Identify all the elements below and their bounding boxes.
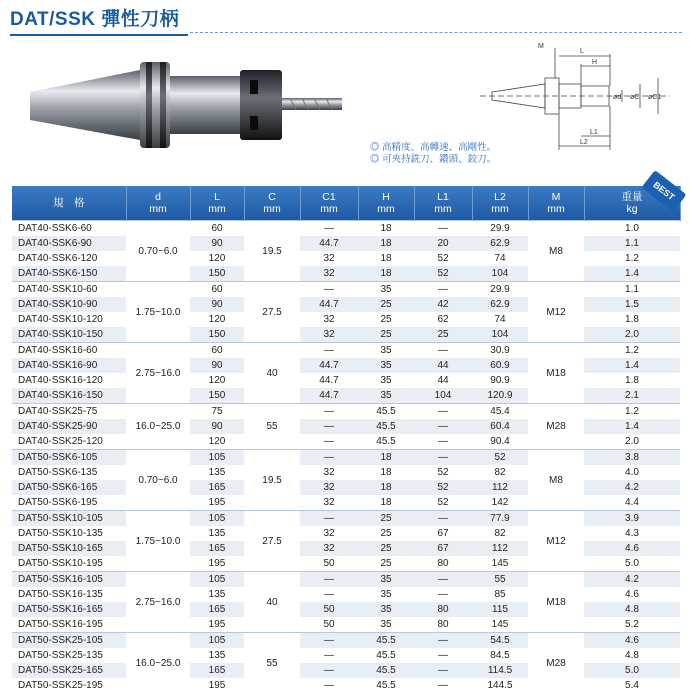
cell-C: 55 [244,633,300,694]
cell-weight: 5.0 [584,663,680,678]
cell-weight: 1.5 [584,297,680,312]
title-dashed-line [190,32,682,33]
cell-L: 120 [190,312,244,327]
cell-L1: 67 [414,541,472,556]
cell-M: M18 [528,572,584,633]
title-divider [10,34,188,36]
cell-C1: 32 [300,266,358,282]
cell-weight: 5.0 [584,556,680,572]
cell-weight: 1.4 [584,358,680,373]
cell-L: 150 [190,327,244,343]
cell-d: 0.70~6.0 [126,221,190,282]
cell-C1: 32 [300,480,358,495]
feature-note: ◎ 可夾持銑刀、鑽頭、鉸刀。 [370,154,496,166]
cell-spec: DAT50-SSK6-165 [12,480,126,495]
cell-L1: 62 [414,312,472,327]
cell-C1: — [300,434,358,450]
cell-C1: 44.7 [300,358,358,373]
cell-H: 35 [358,617,414,633]
cell-C: 40 [244,343,300,404]
cell-H: 18 [358,221,414,237]
cell-L: 60 [190,221,244,237]
table-header [12,186,680,221]
cell-L: 90 [190,358,244,373]
cell-L2: 55 [472,572,528,588]
cell-L1: — [414,434,472,450]
cell-L2: 90.9 [472,373,528,388]
cell-C1: 44.7 [300,297,358,312]
cell-L1: — [414,419,472,434]
cell-weight: 1.1 [584,282,680,298]
cell-weight: 3.9 [584,511,680,527]
cell-L1: — [414,221,472,237]
cell-weight: 3.8 [584,450,680,466]
cell-spec: DAT50-SSK25-165 [12,663,126,678]
cell-H: 35 [358,373,414,388]
cell-L: 150 [190,388,244,404]
cell-L2: 145 [472,617,528,633]
cell-weight: 1.8 [584,312,680,327]
feature-note: ◎ 高精度、高轉速、高剛性。 [370,142,496,154]
cell-d: 16.0~25.0 [126,633,190,694]
cell-d: 2.75~16.0 [126,343,190,404]
cell-M: M8 [528,221,584,282]
cell-spec: DAT40-SSK6-150 [12,266,126,282]
cell-weight: 4.8 [584,648,680,663]
cell-d: 0.70~6.0 [126,450,190,511]
cell-H: 45.5 [358,678,414,693]
cell-L: 195 [190,556,244,572]
cell-spec: DAT40-SSK16-120 [12,373,126,388]
cell-H: 45.5 [358,434,414,450]
column-header: 重量 kg BEST [584,186,680,221]
cell-L: 120 [190,434,244,450]
table-row [12,511,680,527]
cell-M: M12 [528,282,584,343]
cell-C1: — [300,343,358,359]
cell-C1: — [300,282,358,298]
table-row [12,282,680,298]
cell-L2: 85 [472,587,528,602]
cell-L2: 54.5 [472,633,528,649]
cell-L: 165 [190,541,244,556]
cell-weight: 1.8 [584,373,680,388]
cell-L2: 82 [472,465,528,480]
cell-L: 135 [190,587,244,602]
cell-spec: DAT50-SSK10-165 [12,541,126,556]
cell-L2: 112 [472,541,528,556]
cell-spec: DAT40-SSK10-90 [12,297,126,312]
cell-C1: 50 [300,602,358,617]
cell-spec: DAT40-SSK16-60 [12,343,126,359]
cell-H: 18 [358,480,414,495]
cell-L2: 29.9 [472,221,528,237]
cell-L1: 52 [414,251,472,266]
column-header: M mm [528,186,584,221]
cell-C: 27.5 [244,282,300,343]
cell-L1: 52 [414,465,472,480]
cell-C1: 32 [300,541,358,556]
cell-weight: 1.4 [584,266,680,282]
cell-L: 105 [190,450,244,466]
cell-spec: DAT40-SSK10-60 [12,282,126,298]
cell-L1: 25 [414,327,472,343]
cell-L2: 77.9 [472,511,528,527]
cell-H: 45.5 [358,633,414,649]
cell-L2: 84.5 [472,648,528,663]
label-C: øC [630,94,640,101]
cell-L: 135 [190,465,244,480]
cell-C1: 32 [300,312,358,327]
cell-L2: 30.9 [472,343,528,359]
cell-weight: 4.6 [584,633,680,649]
cell-H: 45.5 [358,648,414,663]
cell-spec: DAT50-SSK10-195 [12,556,126,572]
cell-L: 90 [190,236,244,251]
cell-C1: 32 [300,327,358,343]
cell-H: 18 [358,266,414,282]
cell-L: 90 [190,419,244,434]
cell-weight: 4.6 [584,587,680,602]
cell-spec: DAT40-SSK25-90 [12,419,126,434]
column-header: 規 格 [12,186,126,221]
cell-C1: — [300,404,358,420]
cell-L1: 20 [414,236,472,251]
cell-L2: 114.5 [472,663,528,678]
cell-weight: 4.3 [584,526,680,541]
cell-C1: 44.7 [300,388,358,404]
cell-L1: — [414,343,472,359]
cell-L2: 29.9 [472,282,528,298]
cell-C: 40 [244,572,300,633]
cell-C1: — [300,633,358,649]
cell-weight: 4.0 [584,465,680,480]
cell-L: 60 [190,343,244,359]
cell-L1: — [414,633,472,649]
cell-C1: — [300,587,358,602]
cell-L1: — [414,678,472,693]
label-L: L [580,48,584,55]
cell-spec: DAT50-SSK25-195 [12,678,126,693]
cell-L: 90 [190,297,244,312]
cell-H: 25 [358,327,414,343]
cell-L1: — [414,572,472,588]
label-C1: øC1 [648,94,662,101]
collet-nut [240,70,282,140]
cell-C: 27.5 [244,511,300,572]
cell-H: 35 [358,358,414,373]
table-row [12,633,680,649]
cell-L2: 52 [472,450,528,466]
holder-body [170,76,240,134]
cell-weight: 5.4 [584,678,680,693]
cell-weight: 1.2 [584,404,680,420]
table-row [12,221,680,237]
cell-L2: 62.9 [472,236,528,251]
table-row [12,450,680,466]
cell-H: 25 [358,541,414,556]
cell-L2: 45.4 [472,404,528,420]
cell-L: 105 [190,572,244,588]
cell-weight: 4.4 [584,495,680,511]
cell-L: 135 [190,526,244,541]
cell-spec: DAT40-SSK25-75 [12,404,126,420]
column-header: L mm [190,186,244,221]
cell-L2: 74 [472,251,528,266]
cell-L1: — [414,404,472,420]
cell-spec: DAT50-SSK6-105 [12,450,126,466]
cell-H: 18 [358,450,414,466]
cell-L2: 60.9 [472,358,528,373]
cell-H: 45.5 [358,663,414,678]
column-header: C mm [244,186,300,221]
cell-L: 75 [190,404,244,420]
cell-weight: 4.2 [584,572,680,588]
cell-L2: 120.9 [472,388,528,404]
cell-L1: — [414,450,472,466]
cell-L1: 42 [414,297,472,312]
cell-H: 35 [358,602,414,617]
best-badge: BEST [641,170,686,212]
cell-weight: 1.2 [584,343,680,359]
cell-M: M18 [528,343,584,404]
cell-L1: — [414,587,472,602]
label-L1: L1 [590,129,598,136]
cell-spec: DAT50-SSK10-105 [12,511,126,527]
cell-H: 18 [358,495,414,511]
cell-spec: DAT40-SSK10-120 [12,312,126,327]
cell-H: 45.5 [358,404,414,420]
cell-spec: DAT50-SSK16-165 [12,602,126,617]
cell-C: 19.5 [244,450,300,511]
cell-spec: DAT50-SSK16-195 [12,617,126,633]
cell-L: 195 [190,678,244,693]
product-illustration [10,40,682,185]
cell-L: 150 [190,266,244,282]
cell-L1: 52 [414,266,472,282]
cell-M: M12 [528,511,584,572]
label-H: H [592,59,598,66]
column-header: H mm [358,186,414,221]
cell-d: 16.0~25.0 [126,404,190,450]
cell-weight: 1.0 [584,221,680,237]
cell-C1: 44.7 [300,373,358,388]
cell-spec: DAT50-SSK25-135 [12,648,126,663]
cell-L2: 62.9 [472,297,528,312]
label-M: M [538,43,544,50]
cell-M: M28 [528,633,584,694]
cell-C1: 32 [300,465,358,480]
cell-d: 1.75~10.0 [126,511,190,572]
cell-C1: 50 [300,556,358,572]
cell-L: 165 [190,480,244,495]
cell-L2: 82 [472,526,528,541]
cell-C1: — [300,572,358,588]
cell-spec: DAT50-SSK16-105 [12,572,126,588]
cell-C1: — [300,663,358,678]
cell-H: 35 [358,572,414,588]
cell-L2: 115 [472,602,528,617]
cell-spec: DAT40-SSK6-90 [12,236,126,251]
cell-weight: 4.2 [584,480,680,495]
cell-C1: — [300,678,358,693]
cell-L2: 74 [472,312,528,327]
cell-weight: 4.8 [584,602,680,617]
cell-spec: DAT50-SSK6-195 [12,495,126,511]
cell-H: 18 [358,236,414,251]
cell-L: 195 [190,495,244,511]
cell-L: 165 [190,663,244,678]
cell-H: 25 [358,511,414,527]
cell-C1: 50 [300,617,358,633]
cell-L1: 52 [414,495,472,511]
cell-d: 2.75~16.0 [126,572,190,633]
cell-weight: 1.2 [584,251,680,266]
cell-L1: 80 [414,556,472,572]
cell-L1: 67 [414,526,472,541]
column-header: d mm [126,186,190,221]
cell-spec: DAT40-SSK10-150 [12,327,126,343]
cell-L1: 80 [414,602,472,617]
table-row [12,404,680,420]
cell-H: 45.5 [358,419,414,434]
cell-L: 120 [190,251,244,266]
cell-L: 120 [190,373,244,388]
cell-L: 135 [190,648,244,663]
cell-C1: — [300,648,358,663]
cell-L1: 80 [414,617,472,633]
cell-L: 60 [190,282,244,298]
cell-weight: 1.4 [584,419,680,434]
cell-spec: DAT50-SSK6-135 [12,465,126,480]
cell-C1: 32 [300,495,358,511]
cell-C1: — [300,419,358,434]
cell-weight: 1.1 [584,236,680,251]
cell-M: M8 [528,450,584,511]
cell-C: 19.5 [244,221,300,282]
dimension-drawing [480,48,670,150]
feature-notes [370,142,496,166]
cell-L2: 142 [472,495,528,511]
cell-weight: 2.0 [584,434,680,450]
cell-spec: DAT40-SSK6-120 [12,251,126,266]
column-header: C1 mm [300,186,358,221]
cell-L: 165 [190,602,244,617]
cell-H: 35 [358,282,414,298]
column-header: L1 mm [414,186,472,221]
cell-L2: 145 [472,556,528,572]
cell-L: 105 [190,511,244,527]
cell-H: 35 [358,587,414,602]
cell-C1: — [300,450,358,466]
spec-table [12,179,681,693]
cell-L: 195 [190,617,244,633]
cell-L1: 44 [414,373,472,388]
cell-spec: DAT50-SSK16-135 [12,587,126,602]
column-header: L2 mm [472,186,528,221]
label-d: ød [613,94,622,101]
cell-L2: 144.5 [472,678,528,693]
cell-H: 35 [358,343,414,359]
cell-C: 55 [244,404,300,450]
cell-L2: 104 [472,266,528,282]
cell-H: 18 [358,465,414,480]
cell-L2: 60.4 [472,419,528,434]
cell-L1: 44 [414,358,472,373]
cell-spec: DAT40-SSK25-120 [12,434,126,450]
cell-spec: DAT50-SSK10-135 [12,526,126,541]
cell-spec: DAT40-SSK16-150 [12,388,126,404]
cell-L1: 104 [414,388,472,404]
table-row [12,572,680,588]
cell-H: 25 [358,526,414,541]
cell-H: 25 [358,556,414,572]
cell-weight: 4.6 [584,541,680,556]
cell-weight: 2.1 [584,388,680,404]
cell-C1: 32 [300,526,358,541]
cell-L2: 90.4 [472,434,528,450]
taper-shank [30,70,140,140]
cell-L: 105 [190,633,244,649]
cell-L2: 112 [472,480,528,495]
cell-C1: 32 [300,251,358,266]
cell-L1: 52 [414,480,472,495]
cell-L2: 104 [472,327,528,343]
label-L2: L2 [580,139,588,146]
cell-L1: — [414,282,472,298]
cell-H: 35 [358,388,414,404]
cell-spec: DAT40-SSK6-60 [12,221,126,237]
cell-H: 18 [358,251,414,266]
cell-H: 25 [358,297,414,312]
cell-L1: — [414,511,472,527]
table-row [12,343,680,359]
cell-spec: DAT40-SSK16-90 [12,358,126,373]
cell-C1: — [300,221,358,237]
table-body [12,221,680,694]
cell-H: 25 [358,312,414,327]
cell-weight: 2.0 [584,327,680,343]
cell-M: M28 [528,404,584,450]
cell-L1: — [414,663,472,678]
cell-C1: 44.7 [300,236,358,251]
cell-C1: — [300,511,358,527]
cell-spec: DAT50-SSK25-105 [12,633,126,649]
cell-weight: 5.2 [584,617,680,633]
cell-L1: — [414,648,472,663]
cell-d: 1.75~10.0 [126,282,190,343]
page-title: DAT/SSK 彈性刀柄 [10,9,180,30]
